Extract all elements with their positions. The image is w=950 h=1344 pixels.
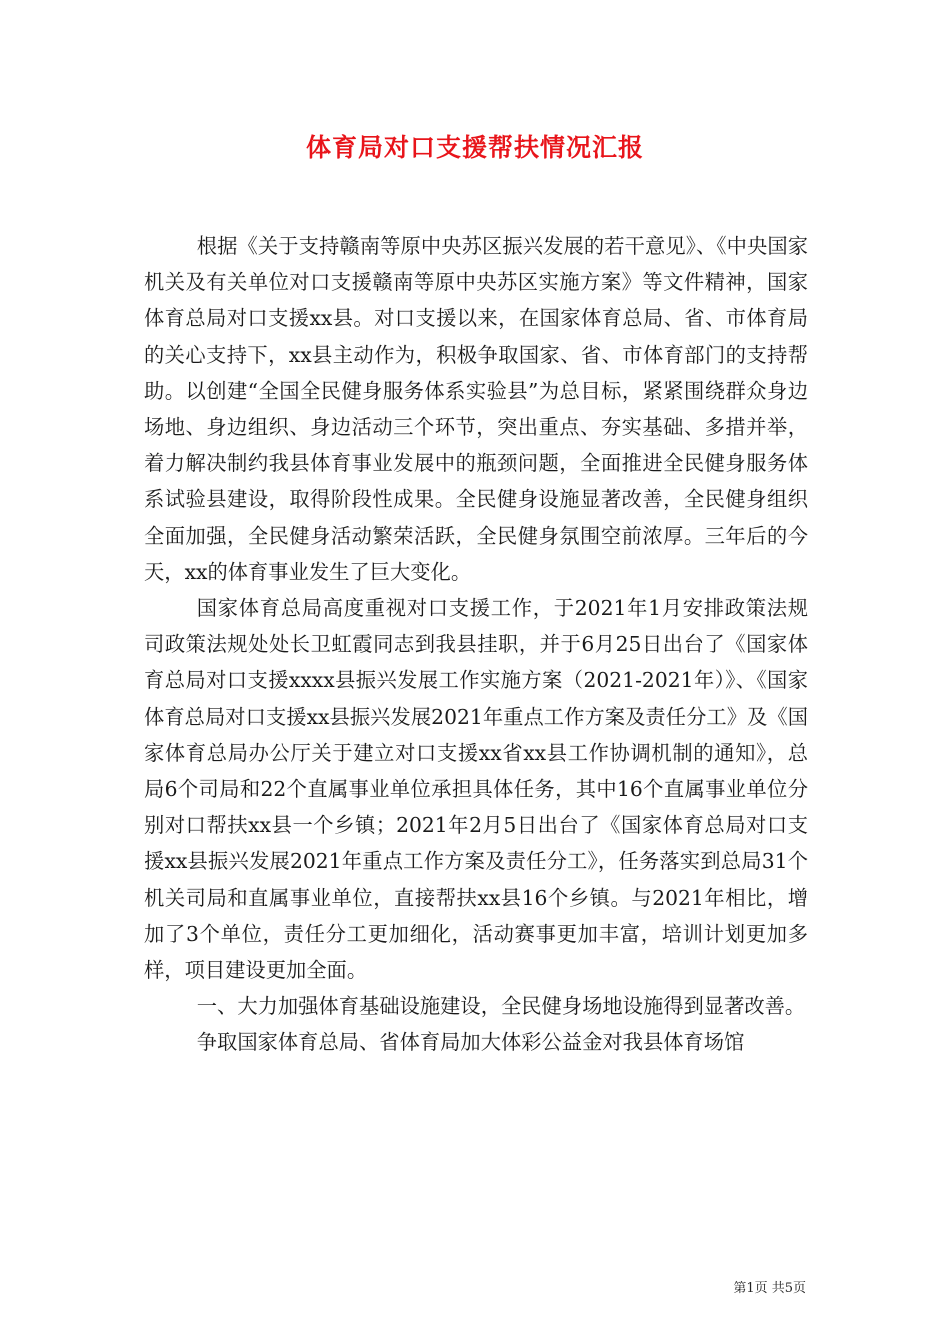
section-heading-1: 一、大力加强体育基础设施建设，全民健身场地设施得到显著改善。: [196, 994, 806, 1019]
document-title: 体育局对口支援帮扶情况汇报: [305, 133, 644, 162]
paragraph-3: 争取国家体育总局、省体育局加大体彩公益金对我县体育场馆: [196, 1030, 745, 1055]
document-body: [144, 228, 808, 1061]
page-number: 第1页 共5页: [733, 1281, 806, 1296]
paragraph-2: 国家体育总局高度重视对口支援工作，于2021年1月安排政策法规司政策法规处处长卫虹霞同志到我县挂职，并于6月25日出台了《国家体育总局对口支援xxxx县振兴发展工作实施方案（2021-2021年）》、《国家体育总局对口支援xx县振兴发展2021年重点工作方案及责任分工》及《国家体育总局办公厅关于建立对口支援xx省xx县工作协调机制的通知》，总局6个司局和22个直属事业单位承担具体任务，其中16个直属事业单位分别对口帮扶xx县一个乡镇；2021年2月5日出台了《国家体育总局对口支援xx县振兴发展2021年重点工作方案及责任分工》，任务落实到总局31个机关司局和直属事业单位，直接帮扶xx县16个乡镇。与2021年相比，增加了3个单位，责任分工更加细化，活动赛事更加丰富，培训计划更加多样，项目建设更加全面。: [144, 596, 808, 983]
paragraph-1: 根据《关于支持赣南等原中央苏区振兴发展的若干意见》、《中央国家机关及有关单位对口支援赣南等原中央苏区实施方案》等文件精神，国家体育总局对口支援xx县。对口支援以来，在国家体育总局、省、市体育局的关心支持下，xx县主动作为，积极争取国家、省、市体育部门的支持帮助。以创建“全国全民健身服务体系实验县”为总目标，紧紧围绕群众身边场地、身边组织、身边活动三个环节，突出重点、夯实基础、多措并举，着力解决制约我县体育事业发展中的瓶颈问题，全面推进全民健身服务体系试验县建设，取得阶段性成果。全民健身设施显著改善，全民健身组织全面加强，全民健身活动繁荣活跃，全民健身氛围空前浓厚。三年后的今天，xx的体育事业发生了巨大变化。: [144, 234, 808, 584]
